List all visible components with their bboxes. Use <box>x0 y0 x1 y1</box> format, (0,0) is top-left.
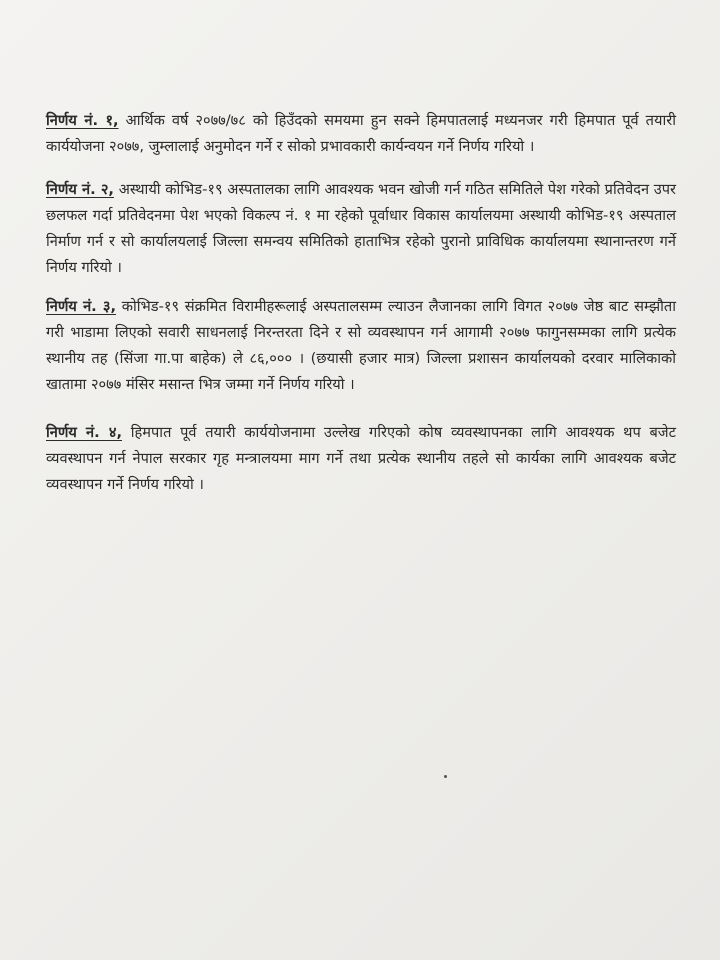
decision-3-text: कोभिड-१९ संक्रमित विरामीहरूलाई अस्पतालसम्म ल्याउन लैजानका लागि विगत २०७७ जेष्ठ बाट सम्झौता गरी भाडामा लिएको सवारी साधनलाई निरन्तरता दिने र सो व्यवस्थापन गर्न आगामी २०७७ फागुनसम्मका लागि प्रत्येक स्थानीय तह (सिंजा गा.पा बाहेक) ले ८६,००० । (छयासी हजार मात्र) जिल्ला प्रशासन कार्यालयको दरवार मालिकाको खातामा २०७७ मंसिर मसान्त भित्र जम्मा गर्ने निर्णय गरियो । <box>46 298 676 393</box>
decision-3 <box>46 294 676 398</box>
decision-4 <box>46 420 676 498</box>
decision-4-text: हिमपात पूर्व तयारी कार्ययोजनामा उल्लेख गरिएको कोष व्यवस्थापनका लागि आवश्यक थप बजेट व्यवस्थापन गर्न नेपाल सरकार गृह मन्त्रालयमा माग गर्ने तथा प्रत्येक स्थानीय तहले सो कार्यका लागि आवश्यक बजेट व्यवस्थापन गर्ने निर्णय गरियो । <box>46 424 676 493</box>
decision-1-heading: निर्णय नं. १, <box>46 112 119 129</box>
decision-1-text: आर्थिक वर्ष २०७७/७८ को हिउँदको समयमा हुन सक्ने हिमपातलाई मध्यनजर गरी हिमपात पूर्व तयारी कार्ययोजना २०७७, जुम्लालाई अनुमोदन गर्ने र सोको प्रभावकारी कार्यन्वयन गर्ने निर्णय गरियो । <box>46 112 676 155</box>
decision-2 <box>46 177 676 281</box>
decision-2-heading: निर्णय नं. २, <box>46 181 114 198</box>
decision-2-text: अस्थायी कोभिड-१९ अस्पतालका लागि आवश्यक भवन खोजी गर्न गठित समितिले पेश गरेको प्रतिवेदन उपर छलफल गर्दा प्रतिवेदनमा पेश भएको विकल्प नं. १ मा रहेको पूर्वाधार विकास कार्यालयमा अस्थायी कोभिड-१९ अस्पताल निर्माण गर्न र सो कार्यालयलाई जिल्ला समन्वय समितिको हाताभित्र रहेको पुरानो प्राविधिक कार्यालयमा स्थानान्तरण गर्ने निर्णय गरियो । <box>46 181 677 276</box>
decision-1 <box>46 108 676 160</box>
paper-speck <box>444 775 447 778</box>
decision-3-heading: निर्णय नं. ३, <box>46 298 117 315</box>
decision-4-heading: निर्णय नं. ४, <box>46 424 123 441</box>
